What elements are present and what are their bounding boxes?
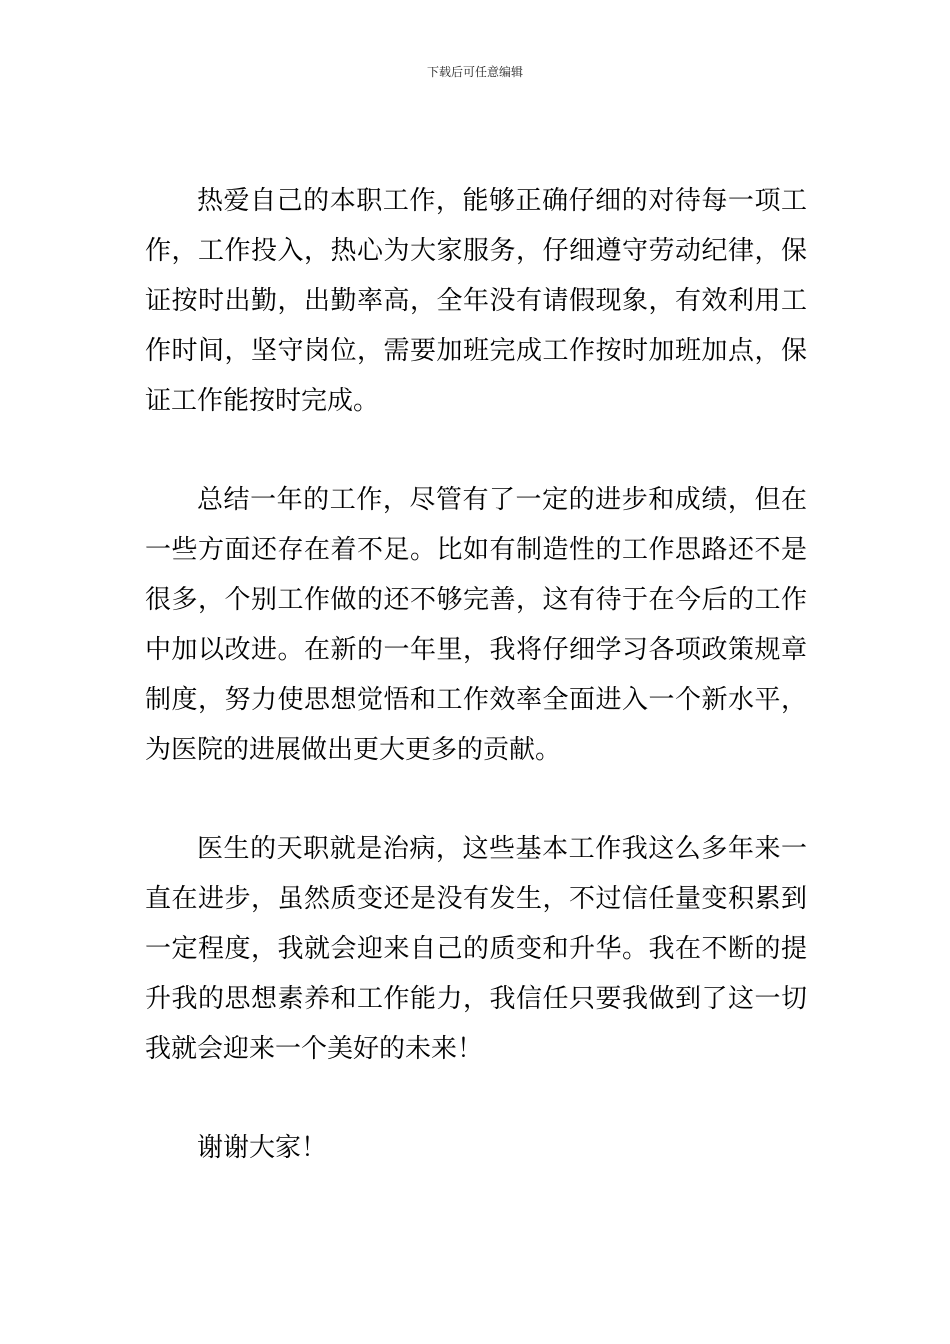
paragraph-3: 医生的天职就是治病，这些基本工作我这么多年来一直在进步，虽然质变还是没有发生，不过信任量变积累到一定程度，我就会迎来自己的质变和升华。我在不断的提升我的思想素养和工作能力，我信任只要我做到了这一切我就会迎来一个美好的未来！: [145, 834, 807, 1064]
paragraph-1: 热爱自己的本职工作，能够正确仔细的对待每一项工作，工作投入，热心为大家服务，仔细遵守劳动纪律，保证按时出勤，出勤率高，全年没有请假现象，有效利用工作时间，坚守岗位，需要加班完成工作按时加班加点，保证工作能按时完成。: [145, 186, 807, 416]
document-body: [145, 176, 807, 1173]
paragraph-2: 总结一年的工作，尽管有了一定的进步和成绩，但在一些方面还存在着不足。比如有制造性的工作思路还不是很多，个别工作做的还不够完善，这有待于在今后的工作中加以改进。在新的一年里，我将仔细学习各项政策规章制度，努力使思想觉悟和工作效率全面进入一个新水平，为医院的进展做出更大更多的贡献。: [145, 485, 807, 765]
page-header: 下载后可任意编辑: [426, 65, 523, 79]
paragraph-closing: 谢谢大家！: [197, 1133, 328, 1163]
